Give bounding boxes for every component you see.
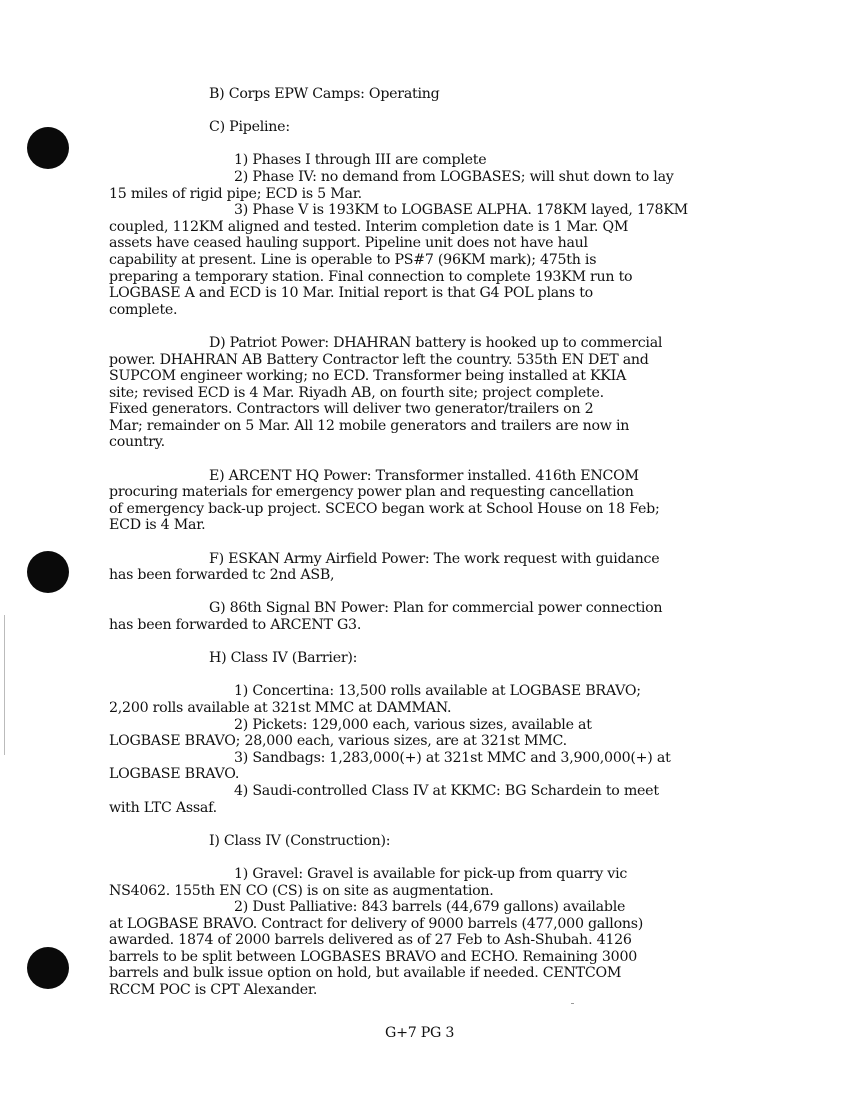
punch-hole-bottom bbox=[27, 947, 69, 989]
section-h-item-1: 1) Concertina: 13,500 rolls available at LOGBASE BRAVO; 2,200 rolls available at 321st MMC at DAMMAN. bbox=[109, 683, 641, 716]
section-h-item-2: 2) Pickets: 129,000 each, various sizes, available at LOGBASE BRAVO; 28,000 each, various sizes, are at 321st MMC. bbox=[109, 716, 592, 750]
section-b-heading: B) Corps EPW Camps: Operating bbox=[209, 86, 440, 102]
section-h-item-3: 3) Sandbags: 1,283,000(+) at 321st MMC and 3,900,000(+) at LOGBASE BRAVO. bbox=[109, 749, 671, 783]
scan-edge-mark bbox=[4, 615, 5, 755]
section-c-item-2: 2) Phase IV: no demand from LOGBASES; will shut down to lay 15 miles of rigid pipe; ECD is 5 Mar. bbox=[109, 168, 674, 202]
page-footer: G+7 PG 3 bbox=[385, 1025, 455, 1041]
section-c-heading: C) Pipeline: bbox=[209, 119, 290, 136]
section-c-item-1: 1) Phases I through III are complete bbox=[234, 152, 487, 169]
scan-speck bbox=[571, 1003, 574, 1004]
section-i-item-2: 2) Dust Palliative: 843 barrels (44,679 gallons) available at LOGBASE BRAVO. Contract for delivery of 9000 barrels (477,000 gallons) awarded. 1874 of 2000 barrels delivered as of 27 Feb to Ash-Shubah. 4126 barrels to be split between LOGBASES BRAVO and ECHO. Remaining 3000 barrels and bulk issue option on hold, but available if needed. CENTCOM RCCM POC is CPT Alexander. bbox=[109, 899, 644, 999]
section-e-paragraph: E) ARCENT HQ Power: Transformer installed. 416th ENCOM procuring materials for emergency power plan and requesting cancellation of emergency back-up project. SCECO began work at School House on 18 Feb; ECD is 4 Mar. bbox=[109, 467, 660, 534]
punch-hole-top bbox=[27, 127, 69, 169]
section-h-item-4: 4) Saudi-controlled Class IV at KKMC: BG Schardein to meet with LTC Assaf. bbox=[109, 782, 659, 816]
section-i-item-1: 1) Gravel: Gravel is available for pick-up from quarry vic NS4062. 155th EN CO (CS) is on site as augmentation. bbox=[109, 865, 628, 899]
section-c-item-3: 3) Phase V is 193KM to LOGBASE ALPHA. 178KM layed, 178KM coupled, 112KM aligned and tested. Interim completion date is 1 Mar. QM assets have ceased hauling support. Pipeline unit does not have haul capability at present. Line is operable to PS#7 (96KM mark); 475th is preparing a temporary station. Final connection to complete 193KM run to LOGBASE A and ECD is 10 Mar. Initial report is that G4 POL plans to complete. bbox=[109, 202, 688, 318]
section-f-paragraph: F) ESKAN Army Airfield Power: The work request with guidance has been forwarded tc 2nd ASB, bbox=[109, 550, 660, 584]
section-h-heading: H) Class IV (Barrier): bbox=[209, 650, 358, 667]
section-d-paragraph: D) Patriot Power: DHAHRAN battery is hooked up to commercial power. DHAHRAN AB Battery Contractor left the country. 535th EN DET and SUPCOM engineer working; no ECD. Transformer being installed at KKIA site; revised ECD is 4 Mar. Riyadh AB, on fourth site; project complete. Fixed generators. Contractors will deliver two generator/trailers on 2 Mar; remainder on 5 Mar. All 12 mobile generators and trailers are now in country. bbox=[109, 334, 663, 451]
punch-hole-middle bbox=[27, 551, 69, 593]
section-g-paragraph: G) 86th Signal BN Power: Plan for commercial power connection has been forwarded to ARCENT G3. bbox=[109, 600, 663, 633]
section-i-heading: I) Class IV (Construction): bbox=[209, 832, 391, 849]
document-body bbox=[109, 86, 749, 999]
